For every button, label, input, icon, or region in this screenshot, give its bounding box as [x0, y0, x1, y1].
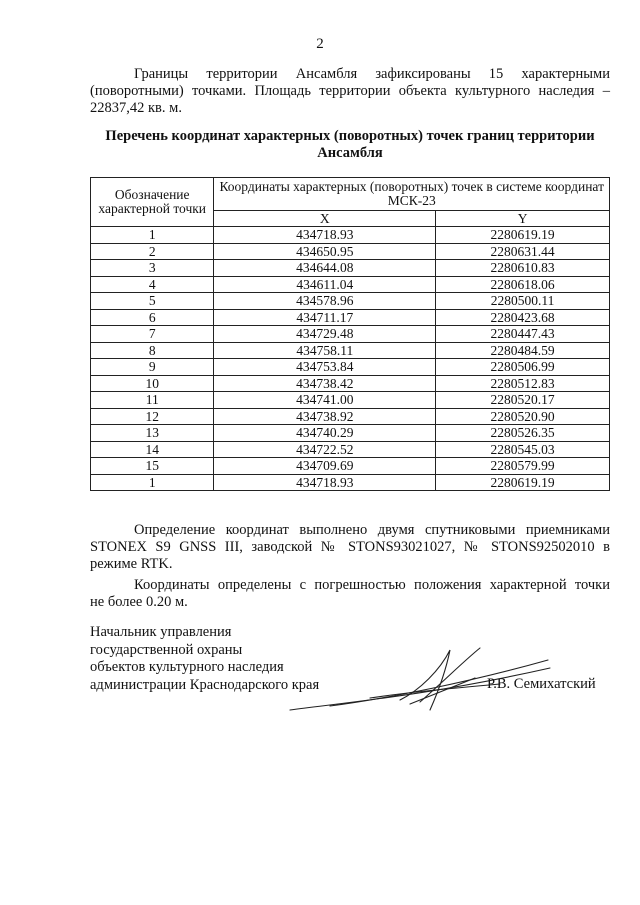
table-row — [91, 425, 610, 442]
coordinates-body — [91, 227, 610, 491]
table-row — [91, 243, 610, 260]
x-cell: 434711.17 — [214, 309, 436, 326]
y-cell: 2280545.03 — [436, 441, 610, 458]
table-row — [91, 474, 610, 491]
method-line-2: STONEX S9 GNSS III, заводской № STONS93021027, № STONS92502010 в — [90, 539, 610, 555]
point-cell: 11 — [91, 392, 214, 409]
table-row — [91, 375, 610, 392]
point-cell: 12 — [91, 408, 214, 425]
y-cell: 2280447.43 — [436, 326, 610, 343]
x-cell: 434740.29 — [214, 425, 436, 442]
intro-line-2: (поворотными) точками. Площадь территории объекта культурного наследия – — [90, 83, 610, 99]
point-cell: 10 — [91, 375, 214, 392]
accuracy-paragraph — [90, 577, 610, 611]
method-line-1: Определение координат выполнено двумя спутниковыми приемниками — [134, 522, 610, 538]
intro-line-3: 22837,42 кв. м. — [90, 100, 182, 116]
x-cell: 434753.84 — [214, 359, 436, 376]
point-cell: 7 — [91, 326, 214, 343]
table-row — [91, 293, 610, 310]
table-row — [91, 309, 610, 326]
x-cell: 434729.48 — [214, 326, 436, 343]
signatory-line-3: объектов культурного наследия — [90, 659, 284, 675]
header-y: Y — [436, 211, 610, 227]
y-cell: 2280484.59 — [436, 342, 610, 359]
title-line-1: Перечень координат характерных (поворотных) точек границ территории — [105, 128, 595, 144]
y-cell: 2280520.90 — [436, 408, 610, 425]
y-cell: 2280423.68 — [436, 309, 610, 326]
x-cell: 434758.11 — [214, 342, 436, 359]
point-cell: 15 — [91, 458, 214, 475]
x-cell: 434578.96 — [214, 293, 436, 310]
x-cell: 434718.93 — [214, 474, 436, 491]
header-point: Обозначение характерной точки — [91, 178, 214, 227]
page-number: 2 — [316, 36, 324, 52]
x-cell: 434718.93 — [214, 227, 436, 244]
point-cell: 3 — [91, 260, 214, 277]
x-cell: 434738.42 — [214, 375, 436, 392]
method-paragraph — [90, 522, 610, 573]
point-cell: 8 — [91, 342, 214, 359]
y-cell: 2280520.17 — [436, 392, 610, 409]
y-cell: 2280610.83 — [436, 260, 610, 277]
y-cell: 2280512.83 — [436, 375, 610, 392]
x-cell: 434709.69 — [214, 458, 436, 475]
point-cell: 4 — [91, 276, 214, 293]
y-cell: 2280500.11 — [436, 293, 610, 310]
table-row — [91, 227, 610, 244]
y-cell: 2280618.06 — [436, 276, 610, 293]
point-cell: 13 — [91, 425, 214, 442]
x-cell: 434722.52 — [214, 441, 436, 458]
method-line-3: режиме RTK. — [90, 556, 173, 572]
accuracy-line-2: не более 0.20 м. — [90, 594, 188, 610]
title-line-2: Ансамбля — [317, 145, 383, 161]
y-cell: 2280619.19 — [436, 227, 610, 244]
table-row — [91, 392, 610, 409]
x-cell: 434611.04 — [214, 276, 436, 293]
y-cell: 2280619.19 — [436, 474, 610, 491]
coordinates-table — [90, 177, 610, 491]
signatory-line-2: государственной охраны — [90, 641, 243, 658]
x-cell: 434741.00 — [214, 392, 436, 409]
table-row — [91, 260, 610, 277]
header-x: X — [214, 211, 436, 227]
point-cell: 2 — [91, 243, 214, 260]
table-row — [91, 342, 610, 359]
y-cell: 2280506.99 — [436, 359, 610, 376]
signatory-name: Р.В. Семихатский — [487, 676, 596, 692]
x-cell: 434650.95 — [214, 243, 436, 260]
y-cell: 2280631.44 — [436, 243, 610, 260]
intro-line-1: Границы территории Ансамбля зафиксированы 15 характерными — [134, 66, 610, 82]
accuracy-line-1: Координаты определены с погрешностью положения характерной точки — [134, 577, 610, 593]
point-cell: 6 — [91, 309, 214, 326]
point-cell: 9 — [91, 359, 214, 376]
table-row — [91, 326, 610, 343]
table-row — [91, 408, 610, 425]
table-row — [91, 276, 610, 293]
signatory-line-4: администрации Краснодарского края — [90, 676, 320, 693]
point-cell: 14 — [91, 441, 214, 458]
header-coordinates: Координаты характерных (поворотных) точек в системе координат МСК-23 — [214, 178, 610, 211]
point-cell: 1 — [91, 474, 214, 491]
x-cell: 434644.08 — [214, 260, 436, 277]
y-cell: 2280526.35 — [436, 425, 610, 442]
signatory-line-1: Начальник управления — [90, 624, 232, 640]
table-row — [91, 441, 610, 458]
table-row — [91, 359, 610, 376]
table-row — [91, 458, 610, 475]
intro-paragraph — [90, 66, 610, 117]
table-title — [80, 128, 620, 162]
x-cell: 434738.92 — [214, 408, 436, 425]
point-cell: 5 — [91, 293, 214, 310]
point-cell: 1 — [91, 227, 214, 244]
y-cell: 2280579.99 — [436, 458, 610, 475]
